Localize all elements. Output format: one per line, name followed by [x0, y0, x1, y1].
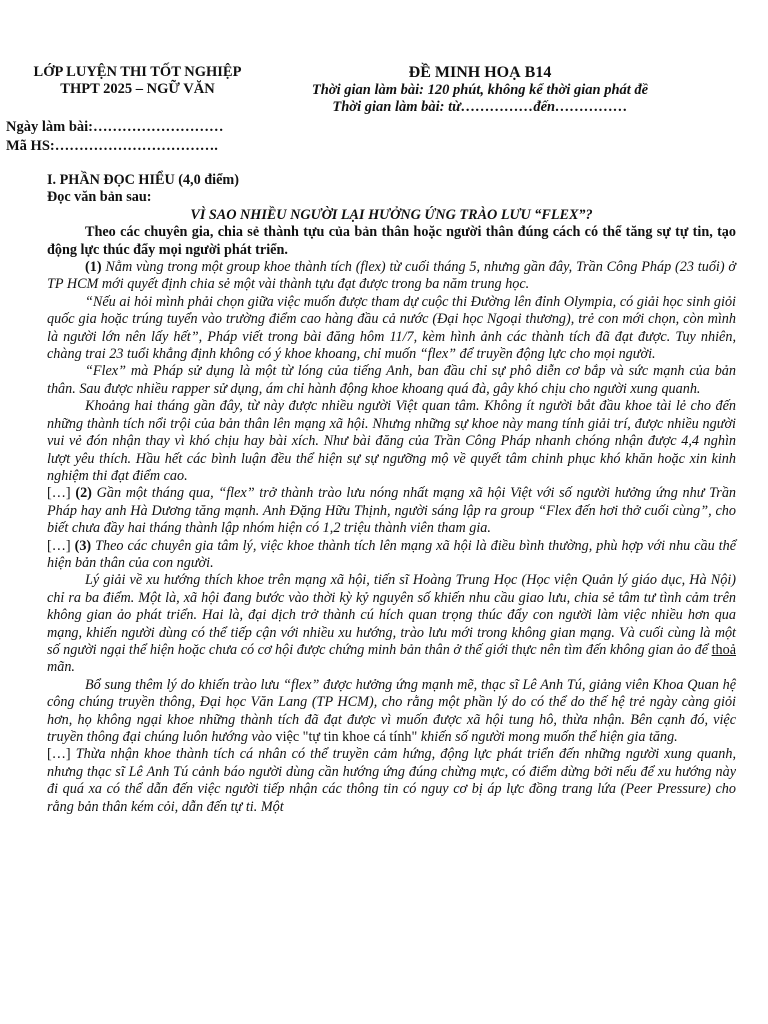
exam-title: ĐỀ MINH HOẠ B14	[408, 64, 552, 81]
paragraph-text: Theo các chuyên gia tâm lý, việc khoe thành tích lên mạng xã hội là điều bình thường, phù hợp với nhu cầu thể hiện bản thân của con người.	[47, 537, 737, 571]
class-name-line2: THPT 2025 – NGỮ VĂN	[60, 81, 215, 97]
class-header	[15, 64, 260, 98]
paragraph-number: (3)	[74, 537, 92, 554]
exam-time-range: Thời gian làm bài: từ……………đến……………	[332, 99, 628, 115]
exam-header	[280, 64, 680, 116]
section-instruction: Đọc văn bản sau:	[47, 189, 152, 206]
quoted-phrase: việc "tự tin khoe cá tính"	[275, 729, 418, 745]
paragraph-4: Khoảng hai tháng gần đây, từ này được nhiều người Việt quan tâm. Không ít người bắt đầu khoe tài lẻ cho đến những thành tích nổi trội của bản thân lên mạng xã hội. Nhưng những sự khoe này mang tính giải trí, được nhiều người vui vẻ đón nhận thay vì khó chịu hay bài xích. Như bài đăng của Trần Công Pháp nhanh chóng nhận được 4,4 nghìn lượt yêu thích. Hầu hết các bình luận đều thể hiện sự sự ngưỡng mộ về quyết tâm chinh phục khó khăn hoặc xin kinh nghiệm thi đạt điểm cao.	[47, 398, 736, 484]
article-title: VÌ SAO NHIỀU NGƯỜI LẠI HƯỞNG ỨNG TRÀO LƯU “FLEX”?	[190, 206, 593, 223]
paragraph-3: “Flex” mà Pháp sử dụng là một từ lóng của tiếng Anh, ban đầu chỉ sự phô diễn cơ bắp và sức mạnh của bản thân. Sau được nhiều rapper sử dụng, ám chỉ hành động khoe khoang quá đà, gây khó chịu cho người xung quanh.	[47, 363, 736, 397]
paragraph-1	[47, 259, 736, 294]
paragraph-8	[47, 677, 736, 747]
student-id-line: Mã HS:…………………………….	[6, 138, 218, 154]
reading-section	[47, 172, 736, 816]
paragraph-text: Lý giải về xu hướng thích khoe trên mạng xã hội, tiến sĩ Hoàng Trung Học (Học viện Quản lý giáo dục, Hà Nội) chỉ ra ba điểm. Một là, xã hội đang bước vào thời kỳ kỷ nguyên số khiến nhu cầu giao lưu, chia sẻ tâm tư tình cảm trên không gian ảo phát triển. Hai là, đại dịch trở thành cú hích quan trọng thúc đẩy con người làm việc nhiều hơn qua mạng, khiến người dùng có thể tiếp cận với nhiều xu hướng, trào lưu mới trong không gian mạng. Và cuối cùng là một số người ngại thể hiện hoặc chưa có cơ hội được chứng minh bản thân ở thế giới thực nên tìm đến không gian ảo để	[47, 572, 736, 658]
exam-date-line: Ngày làm bài:………………………	[6, 119, 224, 135]
ellipsis-marker: […]	[47, 537, 71, 554]
ellipsis-marker: […]	[47, 485, 71, 502]
underlined-word: thoả	[711, 641, 737, 658]
paragraph-text: Bổ sung thêm lý do khiến trào lưu “flex” được hưởng ứng mạnh mẽ, thạc sĩ Lê Anh Tú, giảng viên Khoa Quan hệ công chúng truyền thông, Đại học Văn Lang (TP HCM), cho rằng một phần lý do có thể do thế hệ trẻ ngày càng giỏi hơn, họ không ngại khoe những thành tích đã đạt được vì muốn được xã hội tung hô, thừa nhận. Bên cạnh đó, việc truyền thông đại chúng luôn hướng vào	[47, 676, 736, 745]
ellipsis-marker: […]	[47, 746, 71, 763]
paragraph-5	[47, 485, 736, 537]
paragraph-number: (2)	[75, 485, 92, 502]
paragraph-text: Nằm vùng trong một group khoe thành tích (flex) từ cuối tháng 5, nhưng gần đây, Trần Công Pháp (23 tuổi) ở TP HCM mới quyết định chia sẻ một vài thành tựu đạt được trong ba năm trung học.	[47, 259, 737, 293]
paragraph-number: (1)	[85, 259, 102, 276]
paragraph-9	[47, 746, 736, 816]
section-heading: I. PHẦN ĐỌC HIỂU (4,0 điểm)	[47, 172, 239, 188]
paragraph-text: Gần một tháng qua, “flex” trở thành trào lưu nóng nhất mạng xã hội Việt với số người hưởng ứng như Trần Pháp hay anh Hà Dương tăng mạnh. Anh Đặng Hữu Thịnh, người sáng lập ra group “Flex đến hơi thở cuối cùng”, cho biết chưa đầy hai tháng thành lập nhóm hiện có 1,2 triệu thành viên tham gia.	[47, 485, 737, 537]
paragraph-text-end: khiến số người mong muốn thể hiện gia tăng.	[420, 729, 678, 745]
paragraph-text-end: mãn.	[47, 659, 75, 676]
exam-duration: Thời gian làm bài: 120 phút, không kể thời gian phát đề	[311, 82, 649, 98]
student-info	[6, 118, 224, 156]
paragraph-7	[47, 572, 736, 676]
class-name-line1: LỚP LUYỆN THI TỐT NGHIỆP	[33, 64, 242, 80]
paragraph-2: “Nếu ai hỏi mình phải chọn giữa việc muốn được tham dự cuộc thi Đường lên đỉnh Olympia, có giải học sinh giỏi quốc gia hoặc trúng tuyển vào trường điểm cao hàng đầu cả nước (Đại học Ngoại thương), trẻ con mới chọn, còn mình là người lớn nên lấy hết”, Pháp viết trong bài đăng hôm 11/7, kèm hình ảnh các thành tích đã đạt được. Tuy nhiên, chàng trai 23 tuổi khẳng định không có ý khoe khoang, chỉ muốn “flex” để truyền động lực cho mọi người.	[47, 293, 736, 363]
paragraph-6	[47, 538, 736, 573]
article-lead: Theo các chuyên gia, chia sẻ thành tựu của bản thân hoặc người thân đúng cách có thể tăng sự tự tin, tạo động lực thúc đẩy mọi người phát triển.	[47, 224, 736, 258]
paragraph-text: Thừa nhận khoe thành tích cá nhân có thể truyền cảm hứng, động lực phát triển đến những người xung quanh, nhưng thạc sĩ Lê Anh Tú cảnh báo người dùng cần hướng ứng đúng chừng mực, có điểm dừng bởi nếu để xu hướng này đi quá xa có thể dẫn đến việc người tiếp nhận các thông tin có nguy cơ bị áp lực đồng trang lứa (Peer Pressure) cho rằng bản thân kém cỏi, dẫn đến tự ti. Một	[47, 746, 736, 815]
